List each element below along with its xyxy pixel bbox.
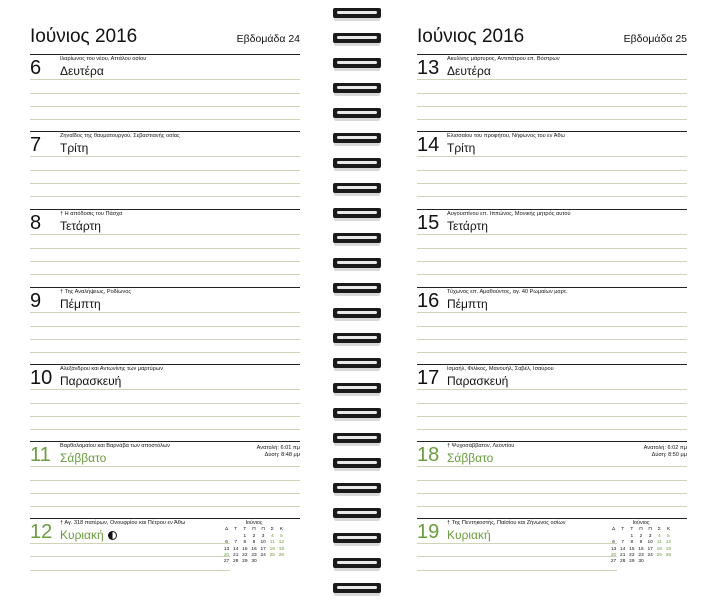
mini-calendar-day: 24 — [260, 553, 266, 559]
day-divider — [30, 54, 300, 55]
writing-line[interactable] — [30, 556, 230, 557]
mini-calendar-day: 21 — [620, 553, 626, 559]
mini-calendar — [609, 520, 673, 566]
writing-line[interactable] — [30, 326, 300, 327]
mini-calendar-day: 4 — [270, 533, 274, 539]
saint-names: Ιλαρίωνος του νέου, Αττάλου οσίου — [60, 56, 147, 62]
day-number: 8 — [30, 212, 42, 234]
mini-calendar-day: 29 — [629, 559, 635, 565]
writing-line[interactable] — [30, 352, 300, 353]
mini-calendar-day: 23 — [251, 553, 257, 559]
mini-calendar-day: 13 — [610, 546, 617, 552]
mini-calendar-day: 8 — [243, 540, 247, 546]
saint-names: † Αγ. 318 πατέρων, Ονουφρίου και Πέτρου εν Άθω — [60, 520, 186, 526]
writing-line[interactable] — [30, 196, 300, 197]
day-divider — [417, 364, 687, 365]
mini-calendar-day: 2 — [639, 533, 643, 539]
writing-line[interactable] — [417, 79, 687, 80]
weekday-label: Τετάρτη — [447, 219, 488, 233]
day-block[interactable] — [30, 441, 300, 518]
mini-calendar-day — [655, 559, 664, 565]
mini-calendar-day: 30 — [638, 559, 644, 565]
day-divider — [30, 441, 300, 442]
week-label: Εβδομάδα 24 — [236, 33, 300, 45]
mini-calendar-day: 5 — [667, 533, 670, 539]
writing-line[interactable] — [417, 466, 687, 467]
writing-line[interactable] — [30, 234, 300, 235]
writing-line[interactable] — [30, 570, 230, 571]
weekday-label: Σάββατο — [60, 451, 107, 465]
spiral-ring — [331, 31, 383, 48]
writing-line[interactable] — [30, 119, 300, 120]
day-divider — [417, 209, 687, 210]
month-title: Ιούνιος 2016 — [417, 26, 525, 47]
day-number: 11 — [30, 444, 51, 466]
spiral-ring — [331, 281, 383, 298]
mini-calendar-day: 17 — [647, 546, 653, 552]
day-block[interactable] — [417, 518, 687, 595]
weekday-header: Τ — [621, 527, 625, 533]
mini-calendar-day: 20 — [223, 553, 230, 559]
weekday-name — [447, 297, 488, 311]
day-number: 18 — [417, 444, 440, 466]
spiral-ring — [331, 106, 383, 123]
mini-calendar-day — [277, 559, 286, 565]
spiral-ring — [331, 231, 383, 248]
weekday-name — [447, 528, 491, 542]
mini-calendar-day: 3 — [648, 533, 652, 539]
weekday-header: Τ — [630, 527, 634, 533]
day-block[interactable] — [30, 54, 300, 131]
mini-calendar-day: 9 — [252, 540, 256, 546]
sun-times — [644, 445, 687, 459]
spiral-ring — [331, 306, 383, 323]
mini-calendar-day: 3 — [261, 533, 265, 539]
saint-names: Τύχωνος επ. Αμαθούντος, αγ. 40 Ρωμαίων μαρτ. — [447, 289, 568, 295]
mini-calendar-day: 22 — [629, 553, 635, 559]
spiral-ring — [331, 56, 383, 73]
day-divider — [30, 287, 300, 288]
writing-line[interactable] — [30, 183, 300, 184]
mini-calendar-day: 21 — [233, 553, 239, 559]
mini-calendar-day: 17 — [260, 546, 266, 552]
weekday-name — [60, 64, 104, 78]
sunrise-time: Ανατολή: 6:01 πμ — [256, 445, 300, 451]
day-number: 19 — [417, 521, 440, 543]
writing-line[interactable] — [417, 156, 687, 157]
page-header — [417, 26, 687, 48]
mini-calendar-day: 1 — [630, 533, 634, 539]
weekday-name — [60, 141, 88, 155]
writing-line[interactable] — [30, 466, 300, 467]
spiral-ring — [331, 6, 383, 23]
spiral-ring — [331, 581, 383, 598]
day-divider — [30, 518, 300, 519]
day-divider — [417, 131, 687, 132]
mini-calendar-day: 19 — [665, 546, 672, 552]
day-block[interactable] — [417, 54, 687, 131]
writing-line[interactable] — [417, 480, 687, 481]
spiral-ring — [331, 381, 383, 398]
writing-line[interactable] — [417, 234, 687, 235]
writing-line[interactable] — [417, 119, 687, 120]
day-number: 13 — [417, 57, 440, 79]
weekday-name — [60, 374, 121, 388]
day-block[interactable] — [30, 131, 300, 208]
mini-calendar-day: 19 — [278, 546, 285, 552]
day-number: 12 — [30, 521, 53, 543]
spiral-ring — [331, 406, 383, 423]
mini-calendar-day: 26 — [665, 553, 672, 559]
weekday-label: Σάββατο — [447, 451, 494, 465]
mini-calendar-day — [268, 559, 277, 565]
writing-line[interactable] — [417, 170, 687, 171]
weekday-label: Δευτέρα — [60, 64, 104, 78]
writing-line[interactable] — [30, 312, 300, 313]
mini-calendar-day: 13 — [223, 546, 230, 552]
writing-line[interactable] — [30, 506, 300, 507]
day-block[interactable] — [417, 209, 687, 286]
weekday-header: Σ — [270, 527, 274, 533]
weekday-header: Δ — [611, 527, 616, 533]
mini-calendar-day: 10 — [647, 540, 653, 546]
spiral-ring — [331, 206, 383, 223]
day-number: 7 — [30, 134, 42, 156]
mini-calendar-day: 26 — [278, 553, 285, 559]
writing-line[interactable] — [30, 156, 300, 157]
weekday-name — [60, 219, 101, 233]
mini-calendar-day: 16 — [251, 546, 257, 552]
writing-line[interactable] — [30, 274, 300, 275]
writing-line[interactable] — [30, 170, 300, 171]
mini-calendar-day: 30 — [251, 559, 257, 565]
mini-calendar-day: 18 — [269, 546, 275, 552]
saint-names: † Ψυχοσάββατον, Λεοντίου — [447, 443, 515, 449]
mini-calendar-day: 25 — [656, 553, 662, 559]
mini-calendar-day: 14 — [620, 546, 626, 552]
mini-calendar-title: Ιούνιος — [245, 520, 263, 526]
right-page — [417, 0, 687, 600]
writing-line[interactable] — [417, 493, 687, 494]
week-label: Εβδομάδα 25 — [623, 33, 687, 45]
weekday-label: Κυριακή — [447, 528, 491, 542]
day-block[interactable] — [417, 441, 687, 518]
mini-calendar — [222, 520, 286, 566]
writing-line[interactable] — [417, 312, 687, 313]
moon-phase-icon — [108, 531, 117, 540]
mini-calendar-day: 18 — [656, 546, 662, 552]
mini-calendar-day: 25 — [269, 553, 275, 559]
writing-line[interactable] — [30, 261, 300, 262]
spiral-ring — [331, 481, 383, 498]
day-divider — [30, 131, 300, 132]
weekday-label: Παρασκευή — [447, 374, 509, 388]
mini-calendar-day: 15 — [242, 546, 248, 552]
sunrise-time: Ανατολή: 6:02 πμ — [643, 445, 687, 451]
weekday-name — [447, 374, 508, 388]
spiral-ring — [331, 356, 383, 373]
writing-line[interactable] — [417, 274, 687, 275]
weekday-name — [447, 451, 493, 465]
writing-line[interactable] — [30, 79, 300, 80]
weekday-header: Σ — [657, 527, 661, 533]
day-number: 15 — [417, 212, 440, 234]
mini-calendar-day: 11 — [269, 540, 275, 546]
writing-line[interactable] — [417, 389, 687, 390]
writing-line[interactable] — [417, 339, 687, 340]
spiral-ring — [331, 181, 383, 198]
writing-line[interactable] — [30, 480, 300, 481]
weekday-header: Π — [252, 527, 256, 533]
mini-calendar-day: 12 — [278, 540, 285, 546]
weekday-label: Δευτέρα — [447, 64, 491, 78]
mini-calendar-day: 11 — [656, 540, 662, 546]
writing-line[interactable] — [417, 543, 617, 544]
saint-names: Ελισσαίου του προφήτου, Νήφωνος του εν Άθω — [447, 133, 565, 139]
writing-line[interactable] — [417, 570, 617, 571]
saint-names: Ζηναΐδος της θαυματουργού, Σεβαστιανής οσίας — [60, 133, 180, 139]
day-block[interactable] — [30, 209, 300, 286]
mini-calendar-day: 6 — [612, 540, 615, 546]
writing-line[interactable] — [30, 429, 300, 430]
mini-calendar-grid — [222, 527, 286, 565]
spiral-ring — [331, 556, 383, 573]
weekday-header: Δ — [224, 527, 229, 533]
day-block[interactable] — [30, 287, 300, 364]
mini-calendar-day: 2 — [252, 533, 256, 539]
mini-calendar-day: 28 — [233, 559, 239, 565]
spiral-ring — [331, 156, 383, 173]
writing-line[interactable] — [30, 403, 300, 404]
mini-calendar-day: 10 — [260, 540, 266, 546]
spiral-ring — [331, 81, 383, 98]
writing-line[interactable] — [417, 352, 687, 353]
page-header — [30, 26, 300, 48]
mini-calendar-day: 8 — [630, 540, 634, 546]
mini-calendar-day: 27 — [610, 559, 617, 565]
saint-names: Βαρθολομαίου και Βαρνάβα των αποστόλων — [60, 443, 170, 449]
weekday-label: Πέμπτη — [447, 297, 488, 311]
day-number: 16 — [417, 290, 440, 312]
writing-line[interactable] — [30, 416, 300, 417]
day-number: 9 — [30, 290, 42, 312]
spiral-ring — [331, 506, 383, 523]
writing-line[interactable] — [417, 196, 687, 197]
day-divider — [30, 209, 300, 210]
left-page — [30, 0, 300, 600]
mini-calendar-day: 23 — [638, 553, 644, 559]
writing-line[interactable] — [417, 106, 687, 107]
writing-line[interactable] — [417, 248, 687, 249]
weekday-header: Π — [261, 527, 265, 533]
weekday-header: Κ — [279, 527, 284, 533]
weekday-label: Κυριακή — [60, 528, 104, 542]
writing-line[interactable] — [417, 429, 687, 430]
mini-calendar-day: 29 — [242, 559, 248, 565]
day-divider — [417, 287, 687, 288]
saint-names: † Της Πεντηκοστής, Παϊσίου και Ζήνωνος οσίων — [447, 520, 566, 526]
writing-line[interactable] — [30, 106, 300, 107]
day-divider — [417, 518, 687, 519]
writing-line[interactable] — [30, 93, 300, 94]
writing-line[interactable] — [417, 261, 687, 262]
day-block[interactable] — [417, 131, 687, 208]
spiral-ring — [331, 331, 383, 348]
writing-line[interactable] — [30, 339, 300, 340]
sunset-time: Δύση: 8:50 μμ — [651, 452, 687, 458]
mini-calendar-day: 12 — [665, 540, 672, 546]
saint-names: † Της Αναλήψεως, Ροδίωνος — [60, 289, 132, 295]
weekday-label: Τετάρτη — [60, 219, 101, 233]
day-number: 10 — [30, 367, 53, 389]
mini-calendar-day: 20 — [610, 553, 617, 559]
writing-line[interactable] — [30, 493, 300, 494]
spiral-binding — [331, 0, 383, 600]
saint-names: Αλεξάνδρου και Αντωνίνης των μαρτύρων — [60, 366, 164, 372]
day-number: 17 — [417, 367, 440, 389]
saint-names: Ακυλίνης μάρτυρος, Αντιπάτρου επ. Βόστρων — [447, 56, 560, 62]
mini-calendar-grid — [609, 527, 673, 565]
day-divider — [417, 54, 687, 55]
saint-names: Αυγουστίνου επ. Ιππώνος, Μονικής μητρός αυτού — [447, 211, 571, 217]
writing-line[interactable] — [30, 543, 230, 544]
weekday-label: Πέμπτη — [60, 297, 101, 311]
weekday-name — [447, 64, 491, 78]
weekday-name — [447, 219, 488, 233]
writing-line[interactable] — [417, 93, 687, 94]
weekday-name — [447, 141, 475, 155]
mini-calendar-day — [259, 559, 268, 565]
month-title: Ιούνιος 2016 — [30, 26, 138, 47]
spiral-ring — [331, 131, 383, 148]
mini-calendar-day — [646, 559, 655, 565]
day-number: 6 — [30, 57, 42, 79]
mini-calendar-day: 5 — [280, 533, 283, 539]
saint-names: † Η απόδοσις του Πάσχα — [60, 211, 123, 217]
day-block[interactable] — [30, 518, 300, 595]
saint-names: Ισμαήλ, Φιλίκος, Μανουήλ, Σαβέλ, Ισαύρου — [447, 366, 554, 372]
weekday-header: Π — [639, 527, 643, 533]
weekday-header: Π — [648, 527, 652, 533]
writing-line[interactable] — [417, 556, 617, 557]
day-block[interactable] — [30, 364, 300, 441]
weekday-label: Παρασκευή — [60, 374, 122, 388]
writing-line[interactable] — [417, 183, 687, 184]
mini-calendar-day: 6 — [225, 540, 228, 546]
weekday-name — [60, 528, 117, 542]
spiral-ring — [331, 431, 383, 448]
weekday-header: Τ — [234, 527, 238, 533]
weekday-label: Τρίτη — [447, 141, 476, 155]
spiral-ring — [331, 456, 383, 473]
weekday-header: Κ — [666, 527, 671, 533]
day-block[interactable] — [417, 287, 687, 364]
writing-line[interactable] — [417, 416, 687, 417]
weekday-name — [60, 451, 106, 465]
day-number: 14 — [417, 134, 440, 156]
mini-calendar-day: 27 — [223, 559, 230, 565]
sun-times — [257, 445, 300, 459]
mini-calendar-day: 28 — [620, 559, 626, 565]
mini-calendar-day: 1 — [243, 533, 247, 539]
mini-calendar-day: 15 — [629, 546, 635, 552]
weekday-header: Τ — [243, 527, 247, 533]
mini-calendar-day: 4 — [657, 533, 661, 539]
mini-calendar-day: 9 — [639, 540, 643, 546]
spiral-ring — [331, 531, 383, 548]
mini-calendar-day: 16 — [638, 546, 644, 552]
writing-line[interactable] — [417, 403, 687, 404]
day-block[interactable] — [417, 364, 687, 441]
writing-line[interactable] — [417, 506, 687, 507]
mini-calendar-day: 22 — [242, 553, 248, 559]
writing-line[interactable] — [30, 389, 300, 390]
mini-calendar-day — [664, 559, 673, 565]
mini-calendar-title: Ιούνιος — [632, 520, 650, 526]
day-divider — [30, 364, 300, 365]
mini-calendar-day: 24 — [647, 553, 653, 559]
writing-line[interactable] — [30, 248, 300, 249]
weekday-label: Τρίτη — [60, 141, 89, 155]
weekday-name — [60, 297, 101, 311]
spiral-ring — [331, 256, 383, 273]
mini-calendar-day: 7 — [621, 540, 625, 546]
day-divider — [417, 441, 687, 442]
sunset-time: Δύση: 8:48 μμ — [264, 452, 300, 458]
writing-line[interactable] — [417, 326, 687, 327]
mini-calendar-day: 7 — [234, 540, 238, 546]
mini-calendar-day: 14 — [233, 546, 239, 552]
